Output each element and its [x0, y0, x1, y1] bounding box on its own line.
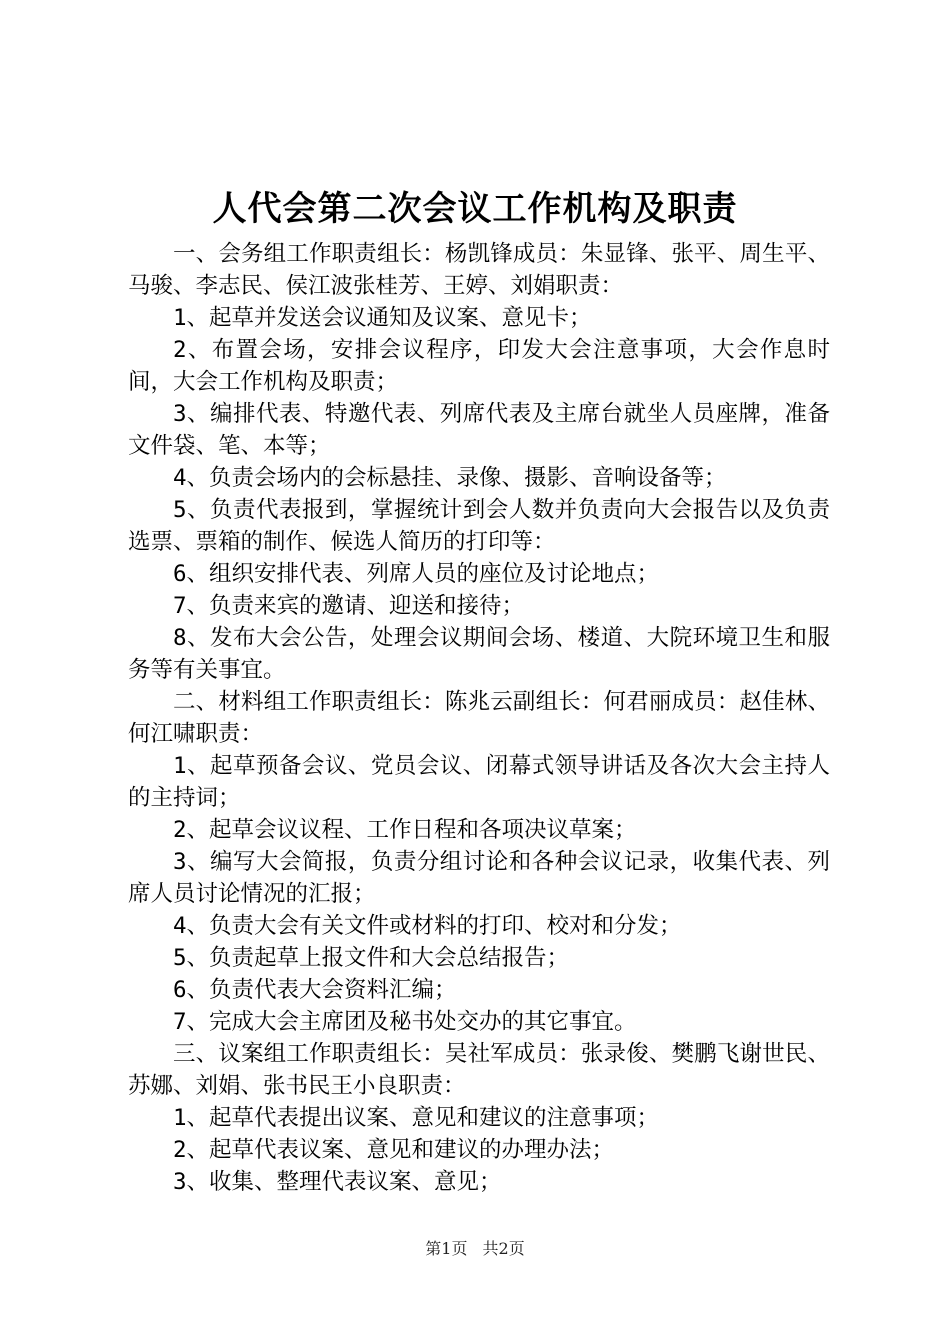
list-item: 2、起草代表议案、意见和建议的办理办法；: [173, 1137, 615, 1163]
list-item: 1、起草预备会议、党员会议、闭幕式领导讲话及各次大会主持人的主持词；: [128, 753, 830, 811]
list-item: 4、负责大会有关文件或材料的打印、校对和分发；: [173, 913, 682, 939]
document-body: [128, 238, 830, 1198]
list-item: 1、起草代表提出议案、意见和建议的注意事项；: [173, 1105, 660, 1131]
page-number: 第1页: [425, 1239, 468, 1258]
list-item: 5、负责起草上报文件和大会总结报告；: [173, 945, 570, 971]
list-item: 6、组织安排代表、列席人员的座位及讨论地点；: [173, 561, 660, 587]
page-footer: [0, 1238, 950, 1260]
document-title: 人代会第二次会议工作机构及职责: [212, 189, 738, 229]
list-item: 6、负责代表大会资料汇编；: [173, 977, 457, 1003]
list-item: 3、编排代表、特邀代表、列席代表及主席台就坐人员座牌，准备文件袋、笔、本等；: [128, 401, 830, 459]
list-item: 1、起草并发送会议通知及议案、意见卡；: [173, 305, 592, 331]
list-item: 3、编写大会简报，负责分组讨论和各种会议记录，收集代表、列席人员讨论情况的汇报；: [128, 849, 830, 907]
list-item: 2、起草会议议程、工作日程和各项决议草案；: [173, 817, 637, 843]
list-item: 8、发布大会公告，处理会议期间会场、楼道、大院环境卫生和服务等有关事宜。: [128, 625, 830, 683]
list-item: 4、负责会场内的会标悬挂、录像、摄影、音响设备等；: [173, 465, 727, 491]
list-item: 7、完成大会主席团及秘书处交办的其它事宜。: [173, 1009, 637, 1035]
page-total: 共2页: [482, 1239, 525, 1258]
list-item: 5、负责代表报到，掌握统计到会人数并负责向大会报告以及负责选票、票箱的制作、候选人简历的打印等：: [128, 497, 830, 555]
list-item: 7、负责来宾的邀请、迎送和接待；: [173, 593, 525, 619]
list-item: 3、收集、整理代表议案、意见；: [173, 1169, 502, 1195]
section-heading-1: 一、会务组工作职责组长：杨凯锋成员：朱显锋、张平、周生平、马骏、李志民、侯江波张桂芳、王婷、刘娟职责：: [128, 241, 830, 299]
section-heading-3: 三、议案组工作职责组长：吴社军成员：张录俊、樊鹏飞谢世民、苏娜、刘娟、张书民王小良职责：: [128, 1041, 830, 1099]
list-item: 2、布置会场，安排会议程序，印发大会注意事项，大会作息时间，大会工作机构及职责；: [128, 337, 830, 395]
section-heading-2: 二、材料组工作职责组长：陈兆云副组长：何君丽成员：赵佳林、何江啸职责：: [128, 689, 830, 747]
